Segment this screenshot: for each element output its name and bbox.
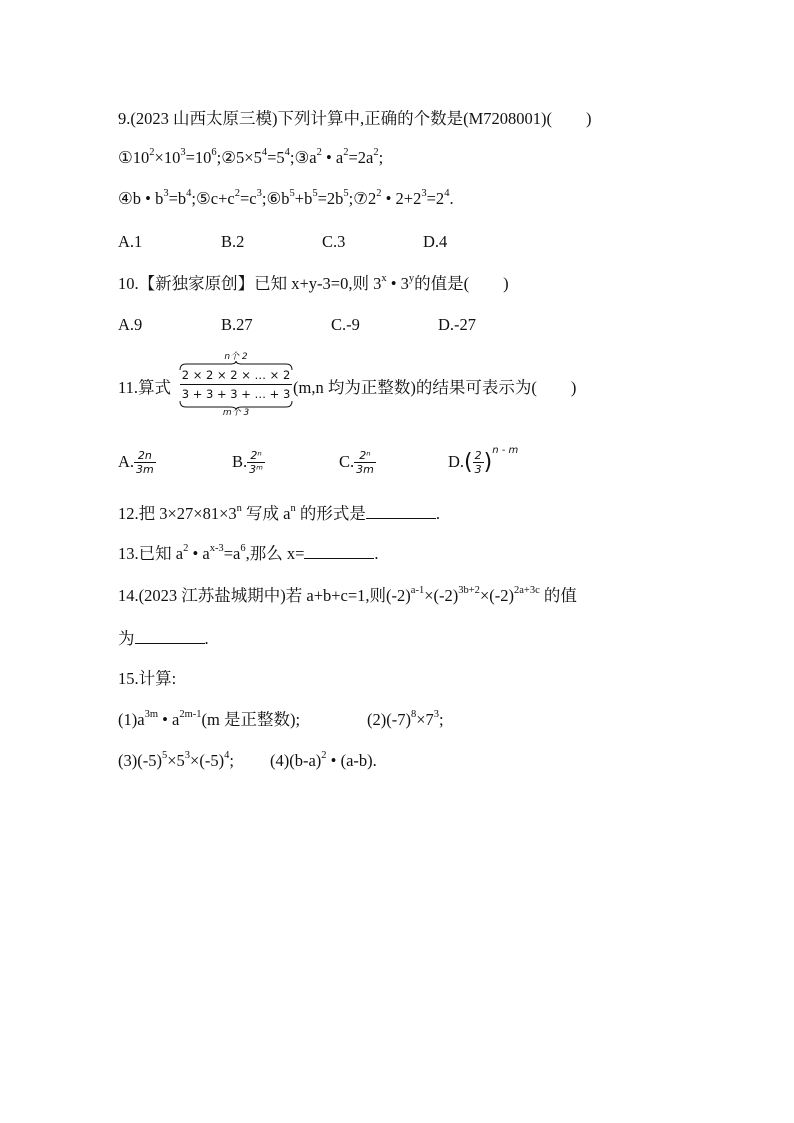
q11-option-c-fraction: $\frac{\text{2ⁿ}}{3m}$	[356, 449, 374, 476]
q9-stem	[118, 108, 592, 130]
q11-tail: (m,n 均为正整数)的结果可表示为( )	[293, 378, 577, 397]
q14-line-2: 为 .	[118, 629, 209, 648]
q13-stem: 13.已知 $a^2$ • $a^{x-3}=a^6$,那么 x= .	[118, 542, 379, 563]
q12-stem: 12.把 $3\times 27\times 81\times 3^n$ 写成 $a^n$ 的形式是 .	[118, 502, 440, 523]
q9-items-1: $①10^2\times 10^3=10^6;②5\times 5^4=5^4;③a^2$ • $a^2=2a^2$;	[118, 146, 384, 167]
q11-over-label: n个 2	[224, 352, 248, 362]
q15-part-1: $(1)a^{3m}$ • $a^{2m-1}(m$ 是正整数);	[118, 708, 301, 729]
q11-numerator: 2 × 2 × 2 × … × 2	[181, 368, 291, 382]
q10-option-c[interactable]: C.-9	[331, 315, 360, 334]
q15-title: 15.计算:	[118, 669, 177, 688]
q10-stem: 10.【新独家原创】已知 x+y-3=0,则 3$^x$ • 3$^y$的值是( )	[118, 272, 509, 293]
q11-option-a-fraction: $\frac{2n}{3m}$	[136, 449, 154, 476]
q11-denominator: 3 + 3 + 3 + … + 3	[181, 387, 291, 401]
q11-option-d[interactable]: D.( $\frac{2}{3}$ )$^{n - m}$	[448, 444, 519, 476]
fraction-bar	[180, 384, 292, 385]
q11-option-d-fraction: $\frac{2}{3}$	[474, 449, 482, 476]
q11-expression	[178, 352, 294, 418]
q11-head: 11.算式	[118, 378, 172, 397]
q15-part-3: $(3)(-5)^5\times 5^3\times(-5)^4$;	[118, 749, 234, 770]
q15-part-2: $(2)(-7)^8\times 7^3$;	[367, 708, 444, 729]
q14-stem: 14.(2023 江苏盐城期中)若 a+b+c=1,则$(-2)^{a-1}\times(-2)^{3b+2}\times(-2)^{2a+3c}$ 的值	[118, 584, 577, 605]
q10-option-b[interactable]: B.27	[221, 315, 253, 334]
q11-option-b-fraction: $\frac{\text{2ⁿ}}{\text{3ᵐ}}$	[249, 449, 263, 476]
q12-answer-blank[interactable]	[366, 504, 436, 519]
q11-under-label: m个 3	[222, 408, 250, 418]
q13-answer-blank[interactable]	[304, 544, 374, 559]
q9-paren-close: )	[586, 109, 592, 128]
q9-option-d[interactable]: D.4	[423, 232, 448, 251]
q9-option-b[interactable]: B.2	[221, 232, 245, 251]
q11-option-a[interactable]: A. $\frac{2n}{3m}$	[118, 449, 154, 476]
q9-option-c[interactable]: C.3	[322, 232, 346, 251]
q11-option-d-exponent: n - m	[492, 444, 519, 456]
q9-items-2: ④b • $b^3=b^4;⑤c+c^2=c^3;⑥b^5+b^5=2b^5;⑦2^2$ • $2+2^3=2^4$.	[118, 187, 454, 208]
q11-option-b[interactable]: B. $\frac{\text{2ⁿ}}{\text{3ᵐ}}$	[232, 449, 263, 476]
q10-option-a[interactable]: A.9	[118, 315, 143, 334]
q9-head: 9.(2023 山西太原三模)下列计算中,正确的个数是(M7208001)(	[118, 109, 553, 128]
q9-option-a[interactable]: A.1	[118, 232, 143, 251]
q11-option-c[interactable]: C. $\frac{\text{2ⁿ}}{3m}$	[339, 449, 374, 476]
q10-option-d[interactable]: D.-27	[438, 315, 477, 334]
q15-part-4: $(4)(b-a)^2$ • (a-b).	[270, 749, 377, 770]
q14-answer-blank[interactable]	[135, 629, 205, 644]
